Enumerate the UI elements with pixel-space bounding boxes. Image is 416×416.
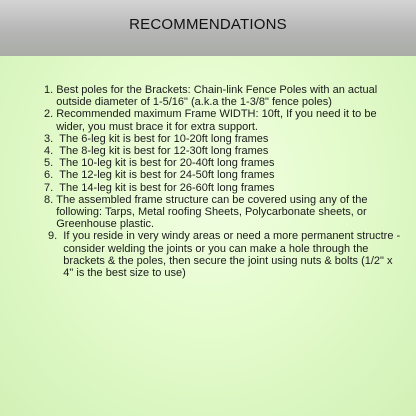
item-text: The 14-leg kit is best for 26-60ft long frames [59,181,275,194]
list-item-5 [44,157,404,169]
header-bar [0,0,416,56]
item-text: The 6-leg kit is best for 10-20ft long frames [59,132,269,145]
item-number: 4. [44,145,60,158]
item-text: The 10-leg kit is best for 20-40ft long frames [59,157,275,170]
item-number: 8. [44,193,57,206]
item-text: The assembled frame structure can be covered using any of the following: Tarps, Metal roofing Sheets, Polycarbonate sheets, or Greenhouse plastic. [56,193,368,231]
item-number: 9. [48,230,64,243]
list-item-8 [44,194,404,231]
item-text: The 12-leg kit is best for 24-50ft long frames [59,169,275,182]
item-number: 6. [44,169,60,182]
list-item-4 [44,145,404,157]
recommendations-list [44,84,404,279]
list-item-1 [44,84,404,108]
item-number: 1. [44,84,57,96]
page-title: RECOMMENDATIONS [129,15,287,33]
item-text: Best poles for the Brackets: Chain-link Fence Poles with an actual outside diameter of 1-5/16" (a.k.a the 1-3/8" fence poles) [56,84,378,109]
item-text: The 8-leg kit is best for 12-30ft long frames [59,145,269,158]
item-text: If you reside in very windy areas or need a more permanent structre - consider welding the joints or you can make a hole through the brackets & the poles, then secure the joint using nuts & bolts (1/2" x 4" is the best size to use) [63,230,401,280]
list-item-7 [44,182,404,194]
item-number: 7. [44,181,60,194]
list-item-2 [44,108,404,132]
list-item-6 [44,169,404,181]
item-number: 5. [44,157,60,170]
item-number: 2. [44,108,57,121]
item-text: Recommended maximum Frame WIDTH: 10ft, If you need it to be wider, you must brace it for extra support. [56,108,377,133]
list-item-9 [48,230,404,279]
item-number: 3. [44,132,60,145]
list-item-3 [44,133,404,145]
